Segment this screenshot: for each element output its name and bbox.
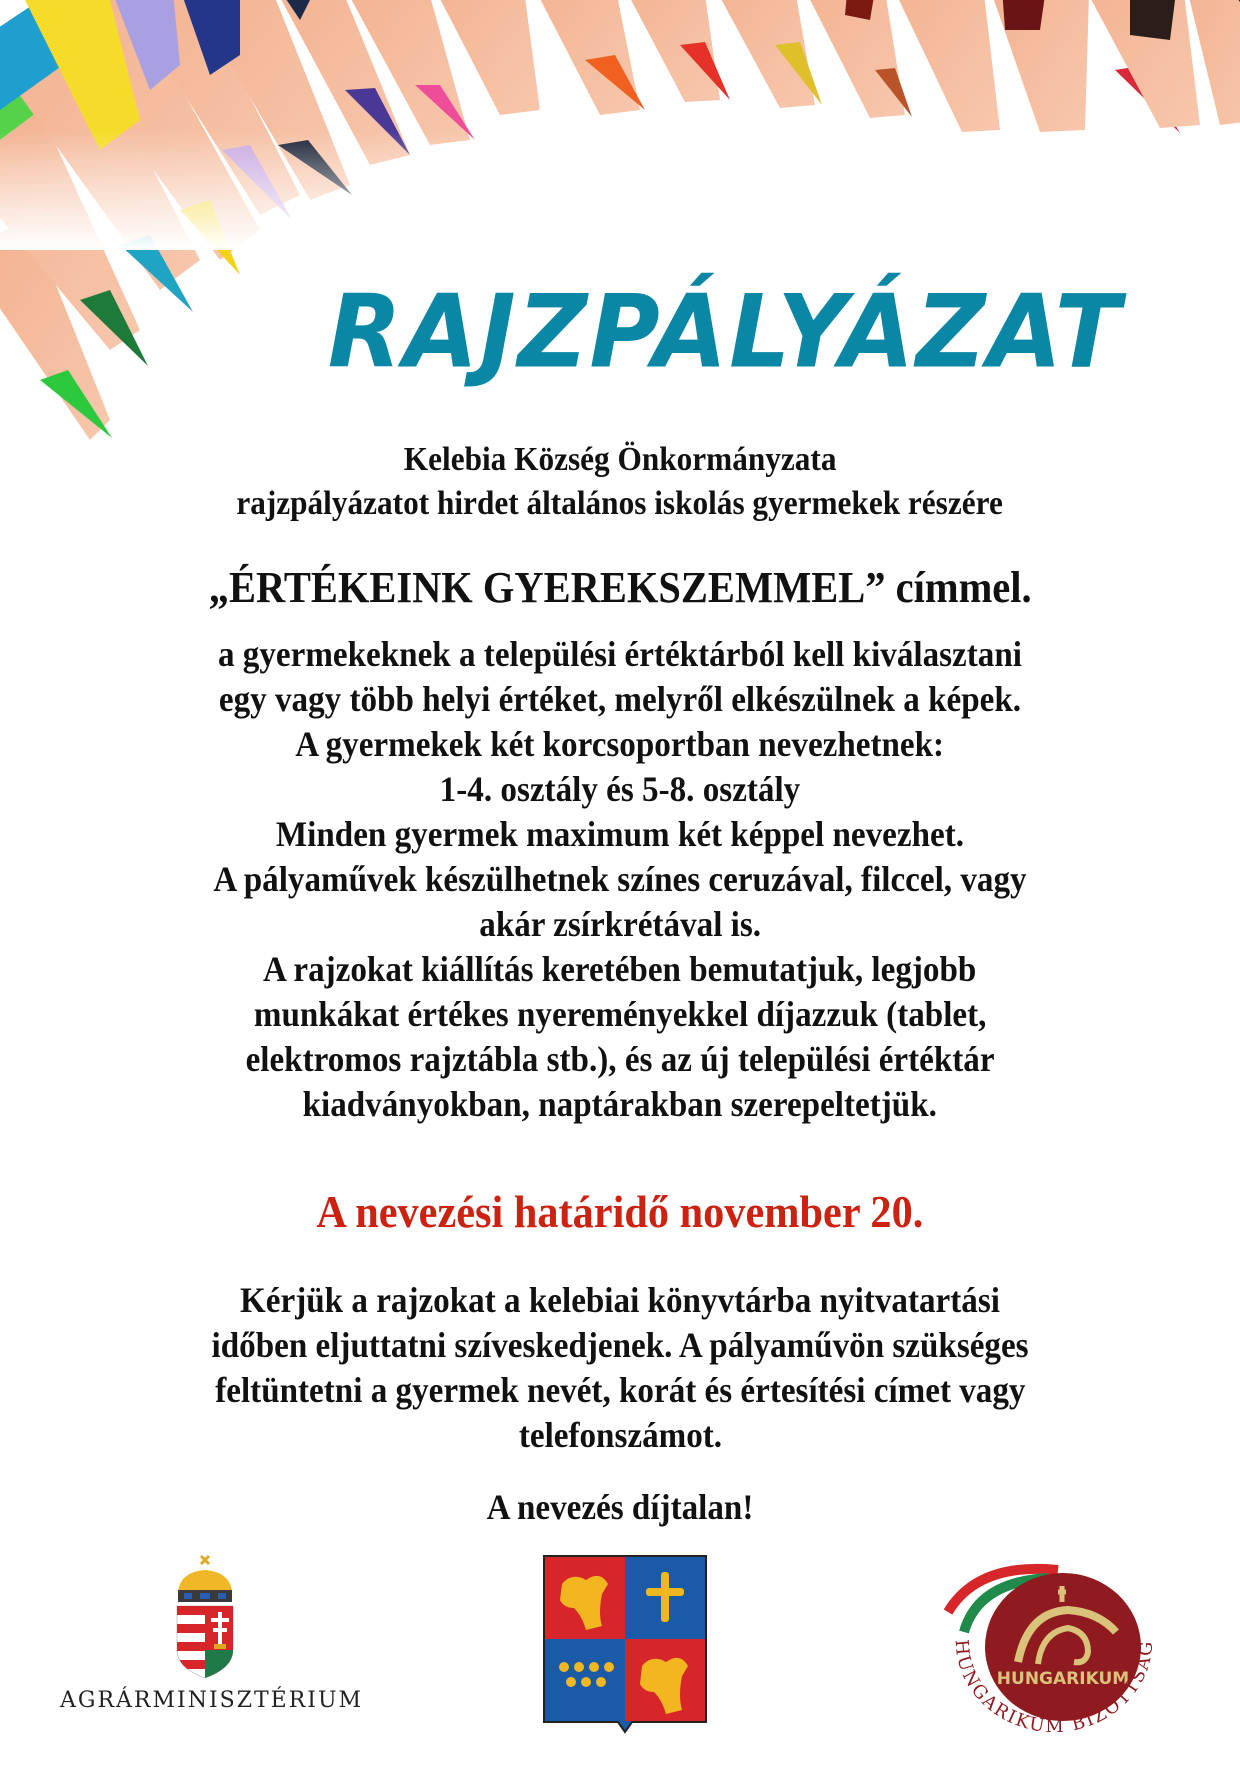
submission-line: telefonszámot. <box>518 1415 722 1455</box>
description-line: A pályaművek készülhetnek színes ceruzával, filccel, vagy <box>213 859 1027 899</box>
description-line: A gyermekek két korcsoportban nevezhetnek: <box>295 724 945 764</box>
organizer-line <box>0 438 1240 482</box>
agrarminiszterium-logo <box>60 1550 364 1740</box>
deadline-text: A nevezési határidő november 20. <box>316 1186 924 1237</box>
announcement-text: rajzpályázatot hirdet általános iskolás gyermekek részére <box>236 485 1004 522</box>
contest-motto <box>0 560 1240 616</box>
poster-title: RAJZPÁLYÁZAT <box>327 273 1123 391</box>
submission-line: Kérjük a rajzokat a kelebiai könyvtárba nyitvatartási <box>240 1280 1000 1320</box>
colored-pencils-icon <box>0 0 1240 470</box>
kelebia-coat-of-arms-icon <box>542 1554 708 1736</box>
announcement-line <box>0 482 1240 526</box>
hungarikum-logo-icon <box>938 1552 1168 1762</box>
hungarian-coat-of-arms-icon <box>60 1550 360 1680</box>
hungarikum-bizottsag-logo <box>938 1552 1168 1762</box>
description-line: munkákat értékes nyereményekkel díjazzuk (tablet, <box>253 994 987 1034</box>
description-line: a gyermekeknek a települési értéktárból kell kiválasztani <box>217 634 1022 674</box>
submission-instructions <box>0 1278 1240 1458</box>
kelebia-coat-of-arms <box>542 1554 708 1736</box>
agrarminiszterium-caption: AGRÁRMINISZTÉRIUM <box>60 1688 364 1713</box>
hungarikum-ring-text: HUNGARIKUM BIZOTTSÁG <box>950 1638 1158 1738</box>
submission-line: időben eljuttatni szíveskedjenek. A pályaművön szükséges <box>211 1325 1029 1365</box>
deadline-notice <box>0 1182 1240 1242</box>
description-line: elektromos rajztábla stb.), és az új települési értéktár <box>245 1039 995 1079</box>
description-line: Minden gyermek maximum két képpel nevezhet. <box>275 814 965 854</box>
description-line: akár zsírkrétával is. <box>479 904 761 944</box>
organizer-text: Kelebia Község Önkormányzata <box>403 441 837 478</box>
entry-fee-note <box>0 1484 1240 1530</box>
description-line: A rajzokat kiállítás keretében bemutatjuk, legjobb <box>263 949 977 989</box>
description-line: egy vagy több helyi értéket, melyről elkészülnek a képek. <box>218 679 1022 719</box>
description-line: kiadványokban, naptárakban szerepeltetjük. <box>302 1084 938 1124</box>
submission-line: feltüntetni a gyermek nevét, korát és értesítési címet vagy <box>214 1370 1026 1410</box>
hungarikum-inner-text: HUNGARIKUM <box>996 1669 1130 1689</box>
fee-text: A nevezés díjtalan! <box>486 1487 754 1527</box>
colored-pencils-banner <box>0 0 1240 470</box>
description-line: 1-4. osztály és 5-8. osztály <box>439 769 801 809</box>
contest-description <box>0 632 1240 1127</box>
motto-text: „ÉRTÉKEINK GYEREKSZEMMEL” címmel. <box>208 563 1032 612</box>
